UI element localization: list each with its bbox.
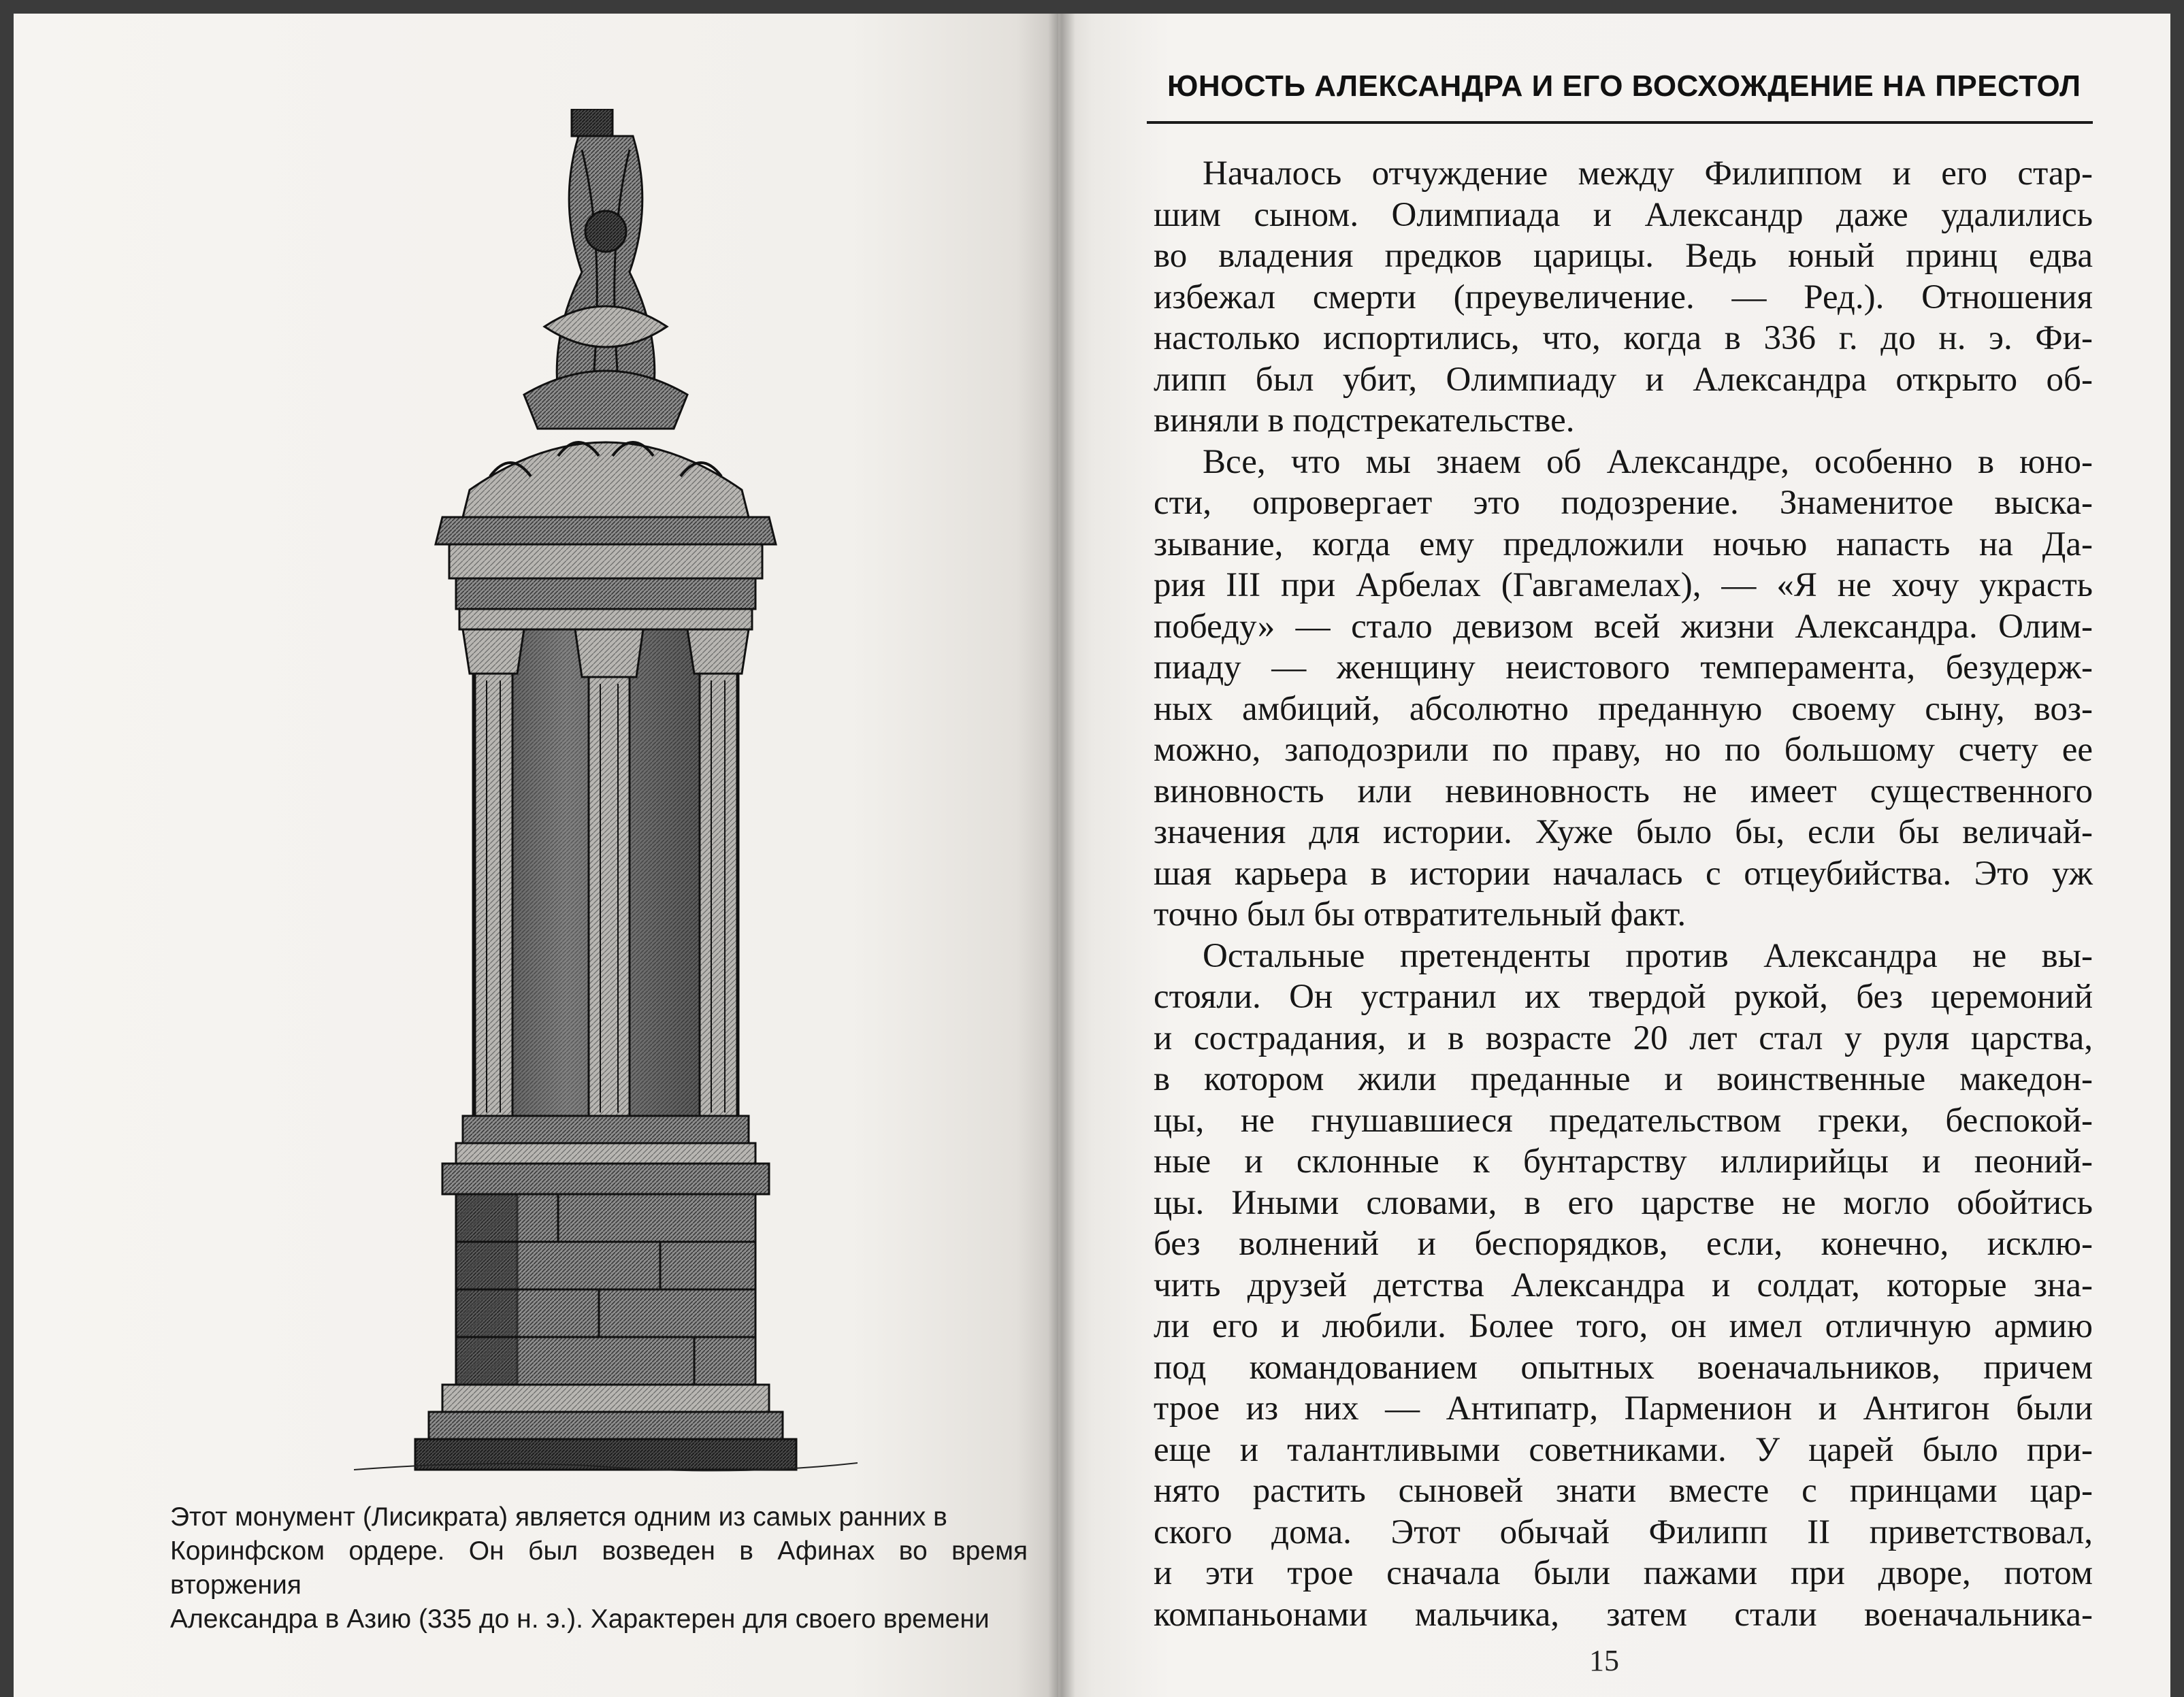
text-line: значения для истории. Хуже было бы, если бы величай- [1154, 813, 2093, 851]
podium [456, 1194, 755, 1385]
text-line: трое из них — Антипатр, Парменион и Антигон были [1154, 1389, 2093, 1428]
text-line: компаньонами мальчика, затем стали военачальника- [1154, 1595, 2093, 1634]
caption-line: Коринфском ордере. Он был возведен в Афинах во время вторжения [170, 1536, 1028, 1600]
page-number: 15 [1589, 1644, 1619, 1677]
text-line: ные и склонные к бунтарству иллирийцы и пеоний- [1154, 1142, 2093, 1181]
text-line: и сострадания, и в возрасте 20 лет стал у руля царства, [1154, 1019, 2093, 1057]
text-line: в котором жили преданные и воинственные македон- [1154, 1060, 2093, 1098]
text-line: виняли в подстрекательстве. [1154, 401, 1575, 440]
text-line: сти, опровергает это подозрение. Знаменитое выска- [1154, 484, 2093, 522]
text-line: настолько испортились, что, когда в 336 г. до н. э. Фи- [1154, 319, 2093, 357]
text-line: зывание, когда ему предложили ночью напасть на Да- [1154, 525, 2093, 563]
text-line: под командованием опытных военачальников, причем [1154, 1348, 2093, 1387]
caption-line: Этот монумент (Лисикрата) является одним из самых ранних в [170, 1502, 947, 1532]
text-line: ли его и любили. Более того, он имел отличную армию [1154, 1307, 2093, 1345]
roof [436, 442, 776, 544]
text-line: точно был бы отвратительный факт. [1154, 895, 1686, 934]
text-line: пиаду — женщину неистового темперамента, безудерж- [1154, 648, 2093, 687]
text-line: Все, что мы знаем об Александре, особенно в юно- [1203, 442, 2093, 481]
text-line: ных амбиций, абсолютно преданную своему сыну, воз- [1154, 689, 2093, 728]
text-line: победу» — стало девизом всей жизни Александра. Олим- [1154, 607, 2093, 646]
text-line: Началось отчуждение между Филиппом и его стар- [1203, 154, 2093, 193]
text-line: цы, не гнушавшиеся предательством греки, беспокой- [1154, 1101, 2093, 1140]
running-head: ЮНОСТЬ АЛЕКСАНДРА И ЕГО ВОСХОЖДЕНИЕ НА ПРЕСТОЛ [1167, 69, 2081, 103]
text-line: виновность или невиновность не имеет существенного [1154, 772, 2093, 810]
body-text [1154, 153, 2093, 1635]
text-line: шая карьера в истории началась с отцеубийства. Это уж [1154, 854, 2093, 893]
text-line: Остальные претенденты против Александра не вы- [1203, 936, 2093, 975]
text-line: цы. Иными словами, в его царстве не могло обойтись [1154, 1183, 2093, 1222]
text-line: без волнений и беспорядков, если, конечно, исклю- [1154, 1225, 2093, 1263]
text-line: рия III при Арбелах (Гавгамелах), — «Я не хочу украсть [1154, 566, 2093, 604]
left-page [14, 14, 1058, 1697]
caption-line: Александра в Азию (335 до н. э.). Характерен для своего времени [170, 1604, 990, 1634]
colonnade [463, 629, 749, 1119]
entablature [449, 544, 762, 629]
text-line: шим сыном. Олимпиада и Александр даже удалились [1154, 195, 2093, 234]
text-line: и эти трое сначала были пажами при дворе, потом [1154, 1554, 2093, 1592]
illustration-caption [170, 1500, 1028, 1636]
finial [524, 109, 687, 429]
header-rule [1147, 121, 2093, 124]
right-page [1058, 14, 2170, 1697]
colonnade-base [442, 1116, 769, 1194]
text-line: еще и талантливыми советниками. У царей было при- [1154, 1430, 2093, 1469]
text-line: липп был убит, Олимпиаду и Александра открыто об- [1154, 360, 2093, 399]
text-line: нято растить сыновей знати вместе с принцами цар- [1154, 1472, 2093, 1510]
text-line: во владения предков царицы. Ведь юный принц едва [1154, 237, 2093, 275]
text-line: избежал смерти (преувеличение. — Ред.). Отношения [1154, 278, 2093, 316]
steps [415, 1385, 796, 1470]
text-line: можно, заподозрили по праву, но по большому счету ее [1154, 731, 2093, 769]
book-gutter [1048, 14, 1075, 1697]
text-line: чить друзей детства Александра и солдат, которые зна- [1154, 1266, 2093, 1304]
text-line: стояли. Он устранил их твердой рукой, без церемоний [1154, 978, 2093, 1016]
lysicrates-monument-illustration [354, 109, 858, 1483]
text-line: ского дома. Этот обычай Филипп II приветствовал, [1154, 1513, 2093, 1551]
